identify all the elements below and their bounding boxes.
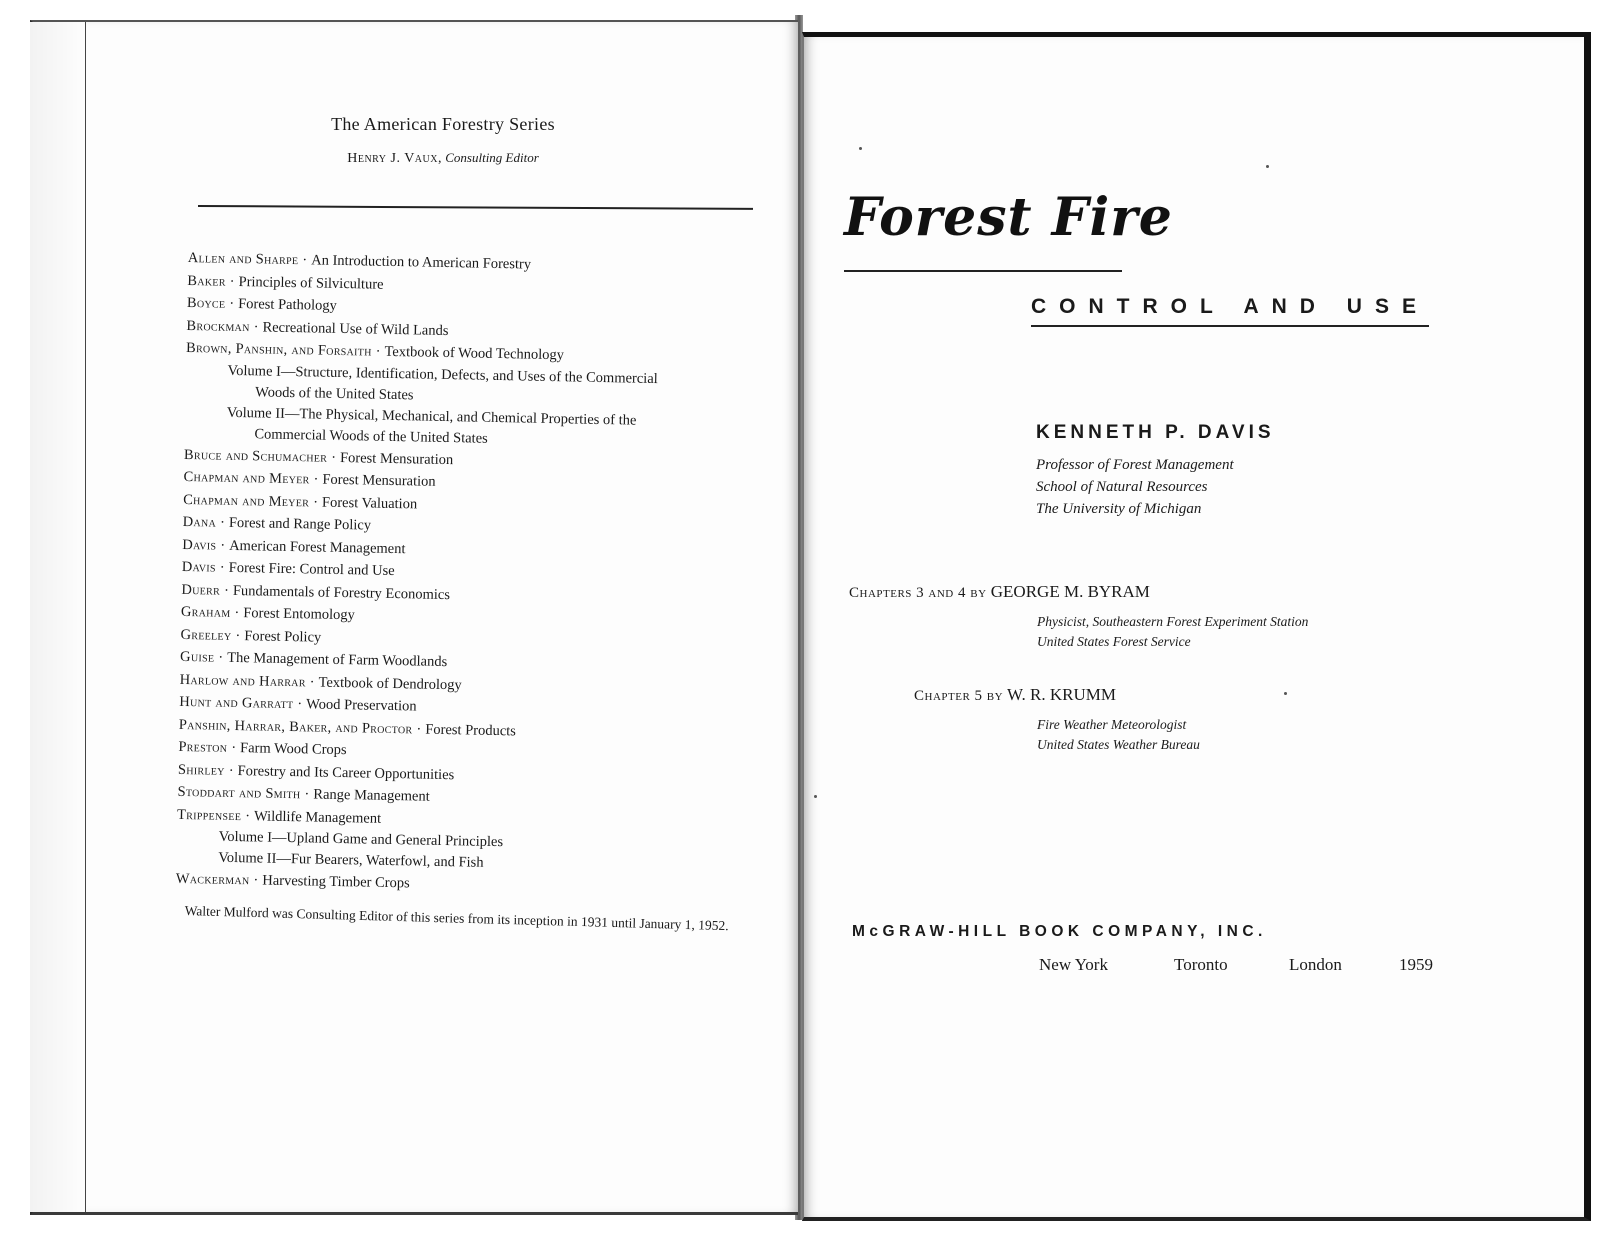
- book-separator: ·: [302, 252, 308, 269]
- book-separator: ·: [231, 739, 237, 757]
- book-title-entry: Textbook of Wood Technology: [384, 343, 565, 364]
- book-title-entry: Forest Fire: Control and Use: [228, 559, 395, 580]
- book-separator: ·: [375, 343, 381, 360]
- book-author: Davis: [182, 536, 217, 554]
- publisher-name: McGRAW-HILL BOOK COMPANY, INC.: [852, 923, 1267, 940]
- book-separator: ·: [235, 627, 241, 644]
- book-author: Chapman and Meyer: [183, 468, 310, 488]
- book-title: Forest Fire: [844, 187, 1173, 248]
- book-separator: ·: [220, 537, 226, 554]
- book-title-entry: Forest Pathology: [238, 295, 337, 314]
- book-title-entry: Forest Mensuration: [322, 471, 436, 490]
- contributor-chapters: Chapter 5 by: [914, 688, 1004, 704]
- volume-title: Volume II—The Physical, Mechanical, and Chemical Properties of the: [226, 404, 637, 429]
- book-title-entry: Forestry and Its Career Opportunities: [237, 762, 455, 783]
- book-author: Harlow and Harrar: [179, 671, 306, 690]
- book-separator: ·: [309, 673, 315, 691]
- scan-speck: [859, 147, 862, 150]
- book-title-entry: Fundamentals of Forestry Economics: [232, 582, 451, 603]
- book-separator: ·: [304, 786, 310, 803]
- book-separator: ·: [253, 872, 259, 889]
- contributor-byram: [849, 582, 1308, 652]
- book-separator: ·: [297, 696, 303, 713]
- book-separator: ·: [219, 559, 225, 576]
- book-author: Graham: [180, 603, 231, 621]
- city-london: London: [1289, 955, 1342, 974]
- series-footnote: Walter Mulford was Consulting Editor of this series from its inception in 1931 until January 1, 1952.: [184, 902, 729, 934]
- contributor-name: W. R. KRUMM: [1007, 685, 1116, 704]
- scan-speck: [1266, 165, 1269, 168]
- author-affiliation: [1036, 454, 1275, 520]
- book-author: Preston: [178, 738, 228, 756]
- book-author: Wackerman: [175, 870, 250, 889]
- book-author: Hunt and Garratt: [179, 693, 294, 713]
- book-separator: ·: [218, 649, 224, 666]
- book-author: Brown, Panshin, and Forsaith: [185, 339, 372, 360]
- book-separator: ·: [253, 318, 259, 335]
- author-name: KENNETH P. DAVIS: [1036, 422, 1275, 443]
- book-title-entry: Wood Preservation: [306, 696, 417, 715]
- title-rule: [844, 270, 1122, 272]
- series-rule: [198, 205, 753, 210]
- author-affiliation-line: Professor of Forest Management: [1036, 457, 1234, 473]
- volume-title-cont: Woods of the United States: [255, 383, 414, 403]
- book-title-entry: Principles of Silviculture: [238, 273, 384, 293]
- book-author: Greeley: [180, 626, 232, 644]
- scan-speck: [1284, 692, 1287, 695]
- contributor-line: [914, 685, 1200, 705]
- book-title-entry: American Forest Management: [229, 537, 406, 557]
- contributor-affiliation-line: Fire Weather Meteorologist: [1037, 717, 1187, 732]
- book-separator: ·: [331, 449, 337, 466]
- contributor-krumm: [914, 685, 1200, 755]
- book-title-entry: Forest Mensuration: [339, 449, 454, 468]
- book-title-entry: Recreational Use of Wild Lands: [262, 318, 449, 339]
- book-separator: ·: [229, 273, 235, 290]
- book-separator: ·: [416, 720, 422, 738]
- book-title-entry: Textbook of Dendrology: [318, 674, 462, 693]
- book-author: Trippensee: [176, 806, 242, 824]
- book-title-entry: An Introduction to American Forestry: [311, 252, 532, 273]
- volume-title: Volume I—Structure, Identification, Defects, and Uses of the Commercial: [227, 362, 658, 387]
- book-author: Shirley: [177, 761, 225, 779]
- book-author: Boyce: [186, 294, 226, 312]
- book-subtitle: CONTROL AND USE: [1031, 295, 1429, 327]
- book-author: Stoddart and Smith: [177, 783, 301, 803]
- book-author: Bruce and Schumacher: [183, 446, 328, 466]
- contributor-affiliation: [1037, 612, 1308, 652]
- city-new-york: New York: [1039, 955, 1108, 974]
- book-separator: ·: [313, 471, 319, 488]
- scan-speck: [814, 795, 817, 798]
- series-title: The American Forestry Series: [331, 114, 555, 134]
- book-title-entry: Forest Entomology: [243, 605, 356, 624]
- book-author: Duerr: [181, 581, 221, 599]
- left-page: [30, 20, 798, 1215]
- book-author: Dana: [182, 513, 217, 531]
- book-separator: ·: [313, 493, 319, 511]
- series-editor: [193, 150, 693, 167]
- contributor-affiliation: [1037, 715, 1200, 755]
- book-title-entry: Farm Wood Crops: [239, 740, 347, 759]
- book-title-entry: Forest Valuation: [321, 494, 418, 512]
- volume-title: Volume II—Fur Bearers, Waterfowl, and Fish: [218, 849, 484, 871]
- book-title-entry: Wildlife Management: [253, 807, 382, 827]
- book-author: Baker: [187, 272, 226, 290]
- book-separator: ·: [229, 295, 235, 312]
- book-title-entry: Range Management: [313, 786, 430, 805]
- author-affiliation-line: The University of Michigan: [1036, 501, 1202, 517]
- publication-year: 1959: [1399, 955, 1433, 974]
- book-author: Allen and Sharpe: [187, 249, 299, 269]
- volume-title-cont: Commercial Woods of the United States: [254, 425, 488, 447]
- series-editor-role: Consulting Editor: [445, 150, 539, 165]
- book-title-entry: Forest Products: [425, 721, 517, 739]
- author-affiliation-line: School of Natural Resources: [1036, 479, 1208, 495]
- book-title-entry: Forest and Range Policy: [228, 514, 372, 534]
- book-list: [176, 247, 748, 901]
- contributor-affiliation-line: United States Weather Bureau: [1037, 737, 1200, 752]
- book-author: Guise: [179, 648, 215, 666]
- book-separator: ·: [223, 582, 230, 599]
- contributor-chapters: Chapters 3 and 4 by: [849, 585, 987, 601]
- volume-title: Volume I—Upland Game and General Principles: [218, 828, 504, 851]
- series-editor-name: Henry J. Vaux,: [347, 151, 442, 166]
- book-author: Brockman: [186, 317, 250, 335]
- contributor-line: [849, 582, 1308, 602]
- book-title-entry: Forest Policy: [244, 627, 322, 646]
- author-block: [1036, 422, 1275, 520]
- contributor-affiliation-line: Physicist, Southeastern Forest Experiment Station: [1037, 614, 1309, 629]
- right-page: [802, 32, 1591, 1221]
- contributor-name: GEORGE M. BYRAM: [990, 582, 1150, 601]
- contributor-affiliation-line: United States Forest Service: [1037, 634, 1191, 649]
- book-separator: ·: [228, 762, 234, 779]
- book-author: Chapman and Meyer: [182, 491, 310, 510]
- book-separator: ·: [234, 604, 240, 622]
- book-title-entry: Harvesting Timber Crops: [262, 872, 410, 892]
- book-separator: ·: [219, 514, 226, 531]
- city-toronto: Toronto: [1174, 955, 1228, 974]
- book-separator: ·: [245, 807, 251, 824]
- book-author: Davis: [181, 558, 217, 576]
- book-author: Panshin, Harrar, Baker, and Proctor: [178, 716, 413, 737]
- book-title-entry: The Management of Farm Woodlands: [227, 649, 448, 671]
